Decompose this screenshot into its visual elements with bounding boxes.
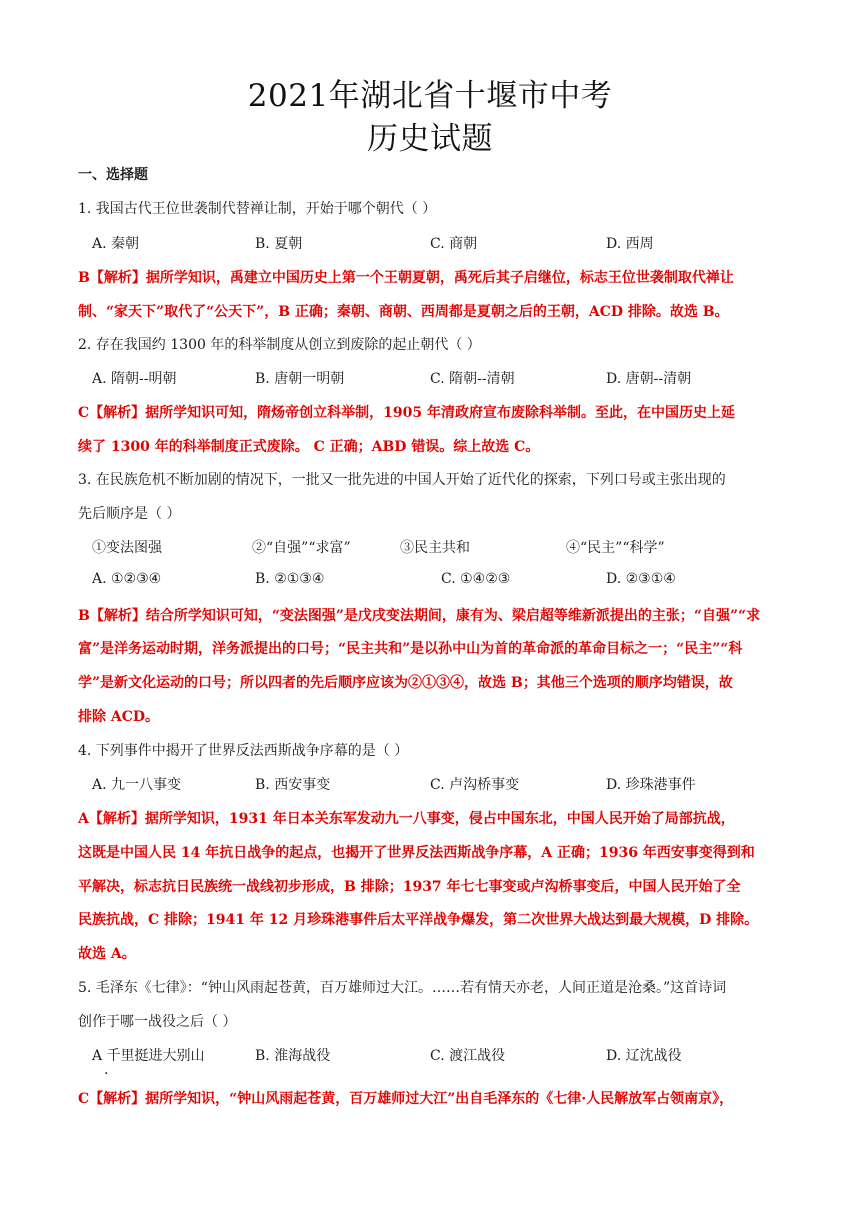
question-2-option-a: A. 隋朝--明朝 [92,371,177,387]
question-5-stem: 5. 毛泽东《七律》：“钟山风雨起苍黄，百万雄师过大江。……若有情天亦老，人间正道是沧桑。”这首诗词 [78,980,727,996]
question-4-option-c: C. 卢沟桥事变 [430,777,520,793]
question-5-analysis: C【解析】据所学知识，“钟山风雨起苍黄，百万雄师过大江”出自毛泽东的《七律·人民解放军占领南京》， [78,1091,734,1107]
question-4-analysis: 故选 A。 [78,946,136,962]
question-4-analysis: 这既是中国人民 14 年抗日战争的起点，也揭开了世界反法西斯战争序幕，A 正确；1936 年西安事变得到和 [78,845,755,861]
question-3-option-c: C. ①④②③ [441,571,511,587]
question-3-stem: 先后顺序是（ ） [78,506,181,522]
question-3-analysis: 富”是洋务运动时期，洋务派提出的口号；“民主共和”是以孙中山为首的革命派的革命目标之一；“民主”“科 [78,641,743,657]
question-1-option-b: B. 夏朝 [255,236,303,252]
question-4-analysis: 平解决，标志抗日民族统一战线初步形成，B 排除；1937 年七七事变或卢沟桥事变后，中国人民开始了全 [78,879,741,895]
question-3-analysis: B【解析】结合所学知识可知，“变法图强”是戊戌变法期间，康有为、梁启超等维新派提出的主张；“自强”“求 [78,608,761,624]
question-1-option-c: C. 商朝 [430,236,478,252]
option-a-dot: . [104,1062,109,1078]
page-title: 2021年湖北省十堰市中考 [247,78,613,114]
question-4-stem: 4. 下列事件中揭开了世界反法西斯战争序幕的是（ ） [78,743,409,759]
question-3-item-1: ①变法图强 [92,540,162,556]
question-3-option-a: A. ①②③④ [92,571,162,587]
question-1-option-a: A. 秦朝 [92,236,140,252]
question-3-option-d: D. ②③①④ [606,571,676,587]
question-5-option-b: B. 淮海战役 [255,1048,331,1064]
question-5-option-a: A 千里挺进大别山 [92,1048,205,1064]
question-3-option-b: B. ②①③④ [255,571,325,587]
question-3-stem: 3. 在民族危机不断加剧的情况下，一批又一批先进的中国人开始了近代化的探索，下列口号或主张出现的 [78,472,726,488]
question-3-analysis: 学”是新文化运动的口号；所以四者的先后顺序应该为②①③④，故选 B；其他三个选项的顺序均错误，故 [78,675,733,691]
question-2-option-b: B. 唐朝一明朝 [255,371,345,387]
question-4-option-d: D. 珍珠港事件 [606,777,696,793]
question-2-option-c: C. 隋朝--清朝 [430,371,515,387]
question-3-analysis: 排除 ACD。 [78,709,160,725]
question-2-analysis: C【解析】据所学知识可知，隋炀帝创立科举制，1905 年清政府宣布废除科举制。至此，在中国历史上延 [78,405,735,421]
question-1-analysis: 制、“家天下”取代了“公天下”，B 正确；秦朝、商朝、西周都是夏朝之后的王朝，ACD 排除。故选 B。 [78,304,729,320]
question-1-option-d: D. 西周 [606,236,654,252]
page-subtitle: 历史试题 [367,121,493,157]
question-2-analysis: 续了 1300 年的科举制度正式废除。 C 正确；ABD 错误。综上故选 C。 [78,439,540,455]
question-3-item-2: ②“自强”“求富” [252,540,351,556]
question-3-item-3: ③民主共和 [400,540,470,556]
question-5-stem: 创作于哪一战役之后（ ） [78,1014,237,1030]
question-3-item-4: ④“民主”“科学” [566,540,665,556]
question-5-option-d: D. 辽沈战役 [606,1048,682,1064]
question-2-stem: 2. 存在我国约 1300 年的科举制度从创立到废除的起止朝代（ ） [78,337,481,353]
question-1-stem: 1. 我国古代王位世袭制代替禅让制，开始于哪个朝代（ ） [78,201,437,217]
question-1-analysis: B【解析】据所学知识，禹建立中国历史上第一个王朝夏朝，禹死后其子启继位，标志王位世袭制取代禅让 [78,270,734,286]
question-5-option-c: C. 渡江战役 [430,1048,506,1064]
question-4-option-b: B. 西安事变 [255,777,331,793]
question-4-option-a: A. 九一八事变 [92,777,182,793]
question-4-analysis: A【解析】据所学知识，1931 年日本关东军发动九一八事变，侵占中国东北，中国人民开始了局部抗战， [78,811,735,827]
section-heading: 一、选择题 [78,167,148,183]
question-2-option-d: D. 唐朝--清朝 [606,371,692,387]
question-4-analysis: 民族抗战，C 排除；1941 年 12 月珍珠港事件后太平洋战争爆发，第二次世界大战达到最大规模，D 排除。 [78,912,759,928]
